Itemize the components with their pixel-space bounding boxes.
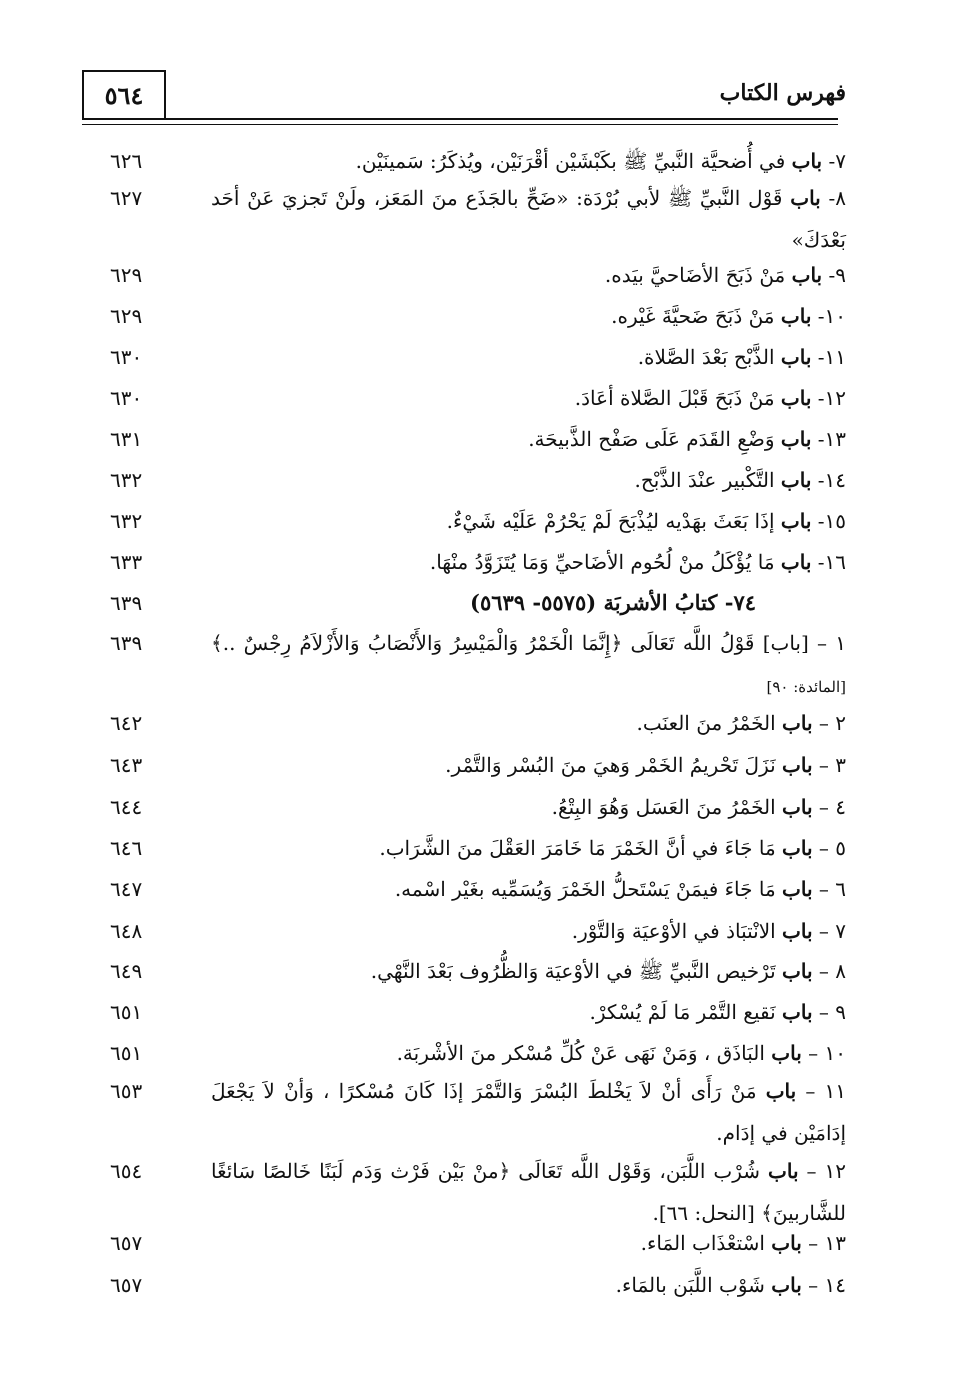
entry-page-number: ٦٢٦ [110, 149, 143, 173]
page-number: ٥٦٤ [82, 70, 166, 118]
entry-page-number: ٦٥١ [110, 1041, 143, 1065]
entry-page-number: ٦٥٤ [110, 1159, 143, 1183]
entry-page-number: ٦٣٠ [110, 345, 143, 369]
entry-page-number: ٦٣٩ [110, 631, 143, 655]
entry-page-number: ٦٤٧ [110, 877, 143, 901]
entry-page-number: ٦٤٤ [110, 795, 143, 819]
entry-page-number: ٦٢٩ [110, 304, 143, 328]
entry-page-number: ٦٥٧ [110, 1231, 143, 1255]
entry-page-number: ٦٣٣ [110, 550, 143, 574]
entry-page-number: ٦٤٦ [110, 836, 143, 860]
entry-page-number: ٦٥٣ [110, 1079, 143, 1103]
entry-page-number: ٦٣٠ [110, 386, 143, 410]
entry-page-number: ٦٥٧ [110, 1273, 143, 1297]
entry-page-number: ٦٤٣ [110, 753, 143, 777]
entry-page-number: ٦٣١ [110, 427, 143, 451]
entry-page-number: ٦٢٧ [110, 186, 143, 210]
entry-page-number: ٦٤٨ [110, 919, 143, 943]
entry-page-number: ٦٤٩ [110, 959, 143, 983]
entry-page-number: ٦٣٢ [110, 468, 143, 492]
entry-page-number: ٦٢٩ [110, 263, 143, 287]
running-header-title: فهرس الكتاب [719, 80, 846, 106]
index-entries: ٧- باب في أُضحيَّة النَّبيِّ ﷺ بكَبْشَيْن أقْرَنَيْن، ويُذكَرُ: سَمينَيْن. ٦٢٦ ٨- باب قَوْل النَّبيِّ ﷺ لأبي بُرْدَة: «ضَحِّ بالجَذَع منَ المَعَز، ولَنْ تَجزيَ عَنْ أحَد بَعْدَكَ» ٦٢٧ ٩- باب مَنْ ذَبَحَ الأضَاحيَّ بيَده. ٦٢٩ ١٠- باب مَنْ ذَبَحَ ضَحيَّةَ غَيْره. ٦٢٩ ١١- باب الذَّبْح بَعْدَ الصَّلاة. ٦٣٠ ١٢- باب مَنْ ذَبَحَ قَبْلَ الصَّلاة أعَادَ. ٦٣٠ ١٣- باب وَضْعِ القَدَم عَلَى صَفْح الذَّبيحَة. ٦٣١ ١٤- باب التَّكْبير عنْدَ الذَّبْح. ٦٣٢ ١٥- باب إذَا بَعَثَ بهَدْيه ليُذْبَحَ لَمْ يَحْرُمْ عَلَيْه شَيْءٌ. ٦٣٢ ١٦- باب مَا يُؤْكَلُ منْ لُحُوم الأضَاحيِّ وَمَا يُتَزَوَّدُ منْهَا. ٦٣٣ ٧٤- كتابُ الأشربَة (٥٥٧٥- ٥٦٣٩) ٦٣٩ ١ – [باب] قَوْلُ اللَّه تَعَالَى ﴿إِنَّمَا الْخَمْرُ وَالْمَيْسِرُ وَالأَنْصَابُ وَالأَزْلاَمُ رِجْسٌ ..﴾ [المائدة: ٩٠] ٦٣٩ ٢ – باب الخَمْرُ منَ العنَب. ٦٤٢ ٣ – باب نَزَلَ تَحْريمُ الخَمْر وَهيَ منَ البُسْر وَالتَّمْر. ٦٤٣ ٤ – باب الخَمْرُ منَ العَسَل وَهُوَ البِتْعُ. ٦٤٤ ٥ – باب مَا جَاءَ في أنَّ الخَمْرَ مَا خَامَرَ العَقْلَ منَ الشَّرَاب. ٦٤٦ ٦ – باب مَا جَاءَ فيمَنْ يَسْتَحلُّ الخَمْرَ وَيُسَمِّيه بغَيْر اسْمه. ٦٤٧ ٧ – باب الانْتبَاذ في الأوْعيَة وَالتَّوْر. ٦٤٨ ٨ – باب تَرْخيص النَّبيِّ ﷺ في الأوْعيَة وَالظُّرُوف بَعْدَ النَّهْي. ٦٤٩ ٩ – باب نَقيع التَّمْر مَا لَمْ يُسْكرْ. ٦٥١ ١٠ – باب البَاذَق ، وَمَنْ نَهَى عَنْ كُلِّ مُسْكر منَ الأشْربَة. ٦٥١ ١١ – باب مَنْ رَأَى أنْ لاَ يَخْلطَ البُسْرَ وَالتَّمْرَ إذَا كَانَ مُسْكرًا ، وَأنْ لاَ يَجْعَلَ إدَامَيْن في إدَام. ٦٥٣ ١٢ – باب شُرْب اللَّبَن، وَقَوْل اللَّه تَعَالَى ﴿منْ بَيْن فَرْث وَدَم لَبَنًا خَالصًا سَائغًا للشَّاربينَ﴾ [النحل: ٦٦]. ٦٥٤ ١٣ – باب اسْتعْذَاب المَاء. ٦٥٧ ١٤ – باب شَوْب اللَّبَن بالمَاء. ٦٥٧ [0, 0, 956, 1387]
entry-page-number: ٦٣٢ [110, 509, 143, 533]
entry-page-number: ٦٤٢ [110, 711, 143, 735]
entry-page-number: ٦٥١ [110, 1000, 143, 1024]
entry-page-number: ٦٣٩ [110, 591, 143, 615]
